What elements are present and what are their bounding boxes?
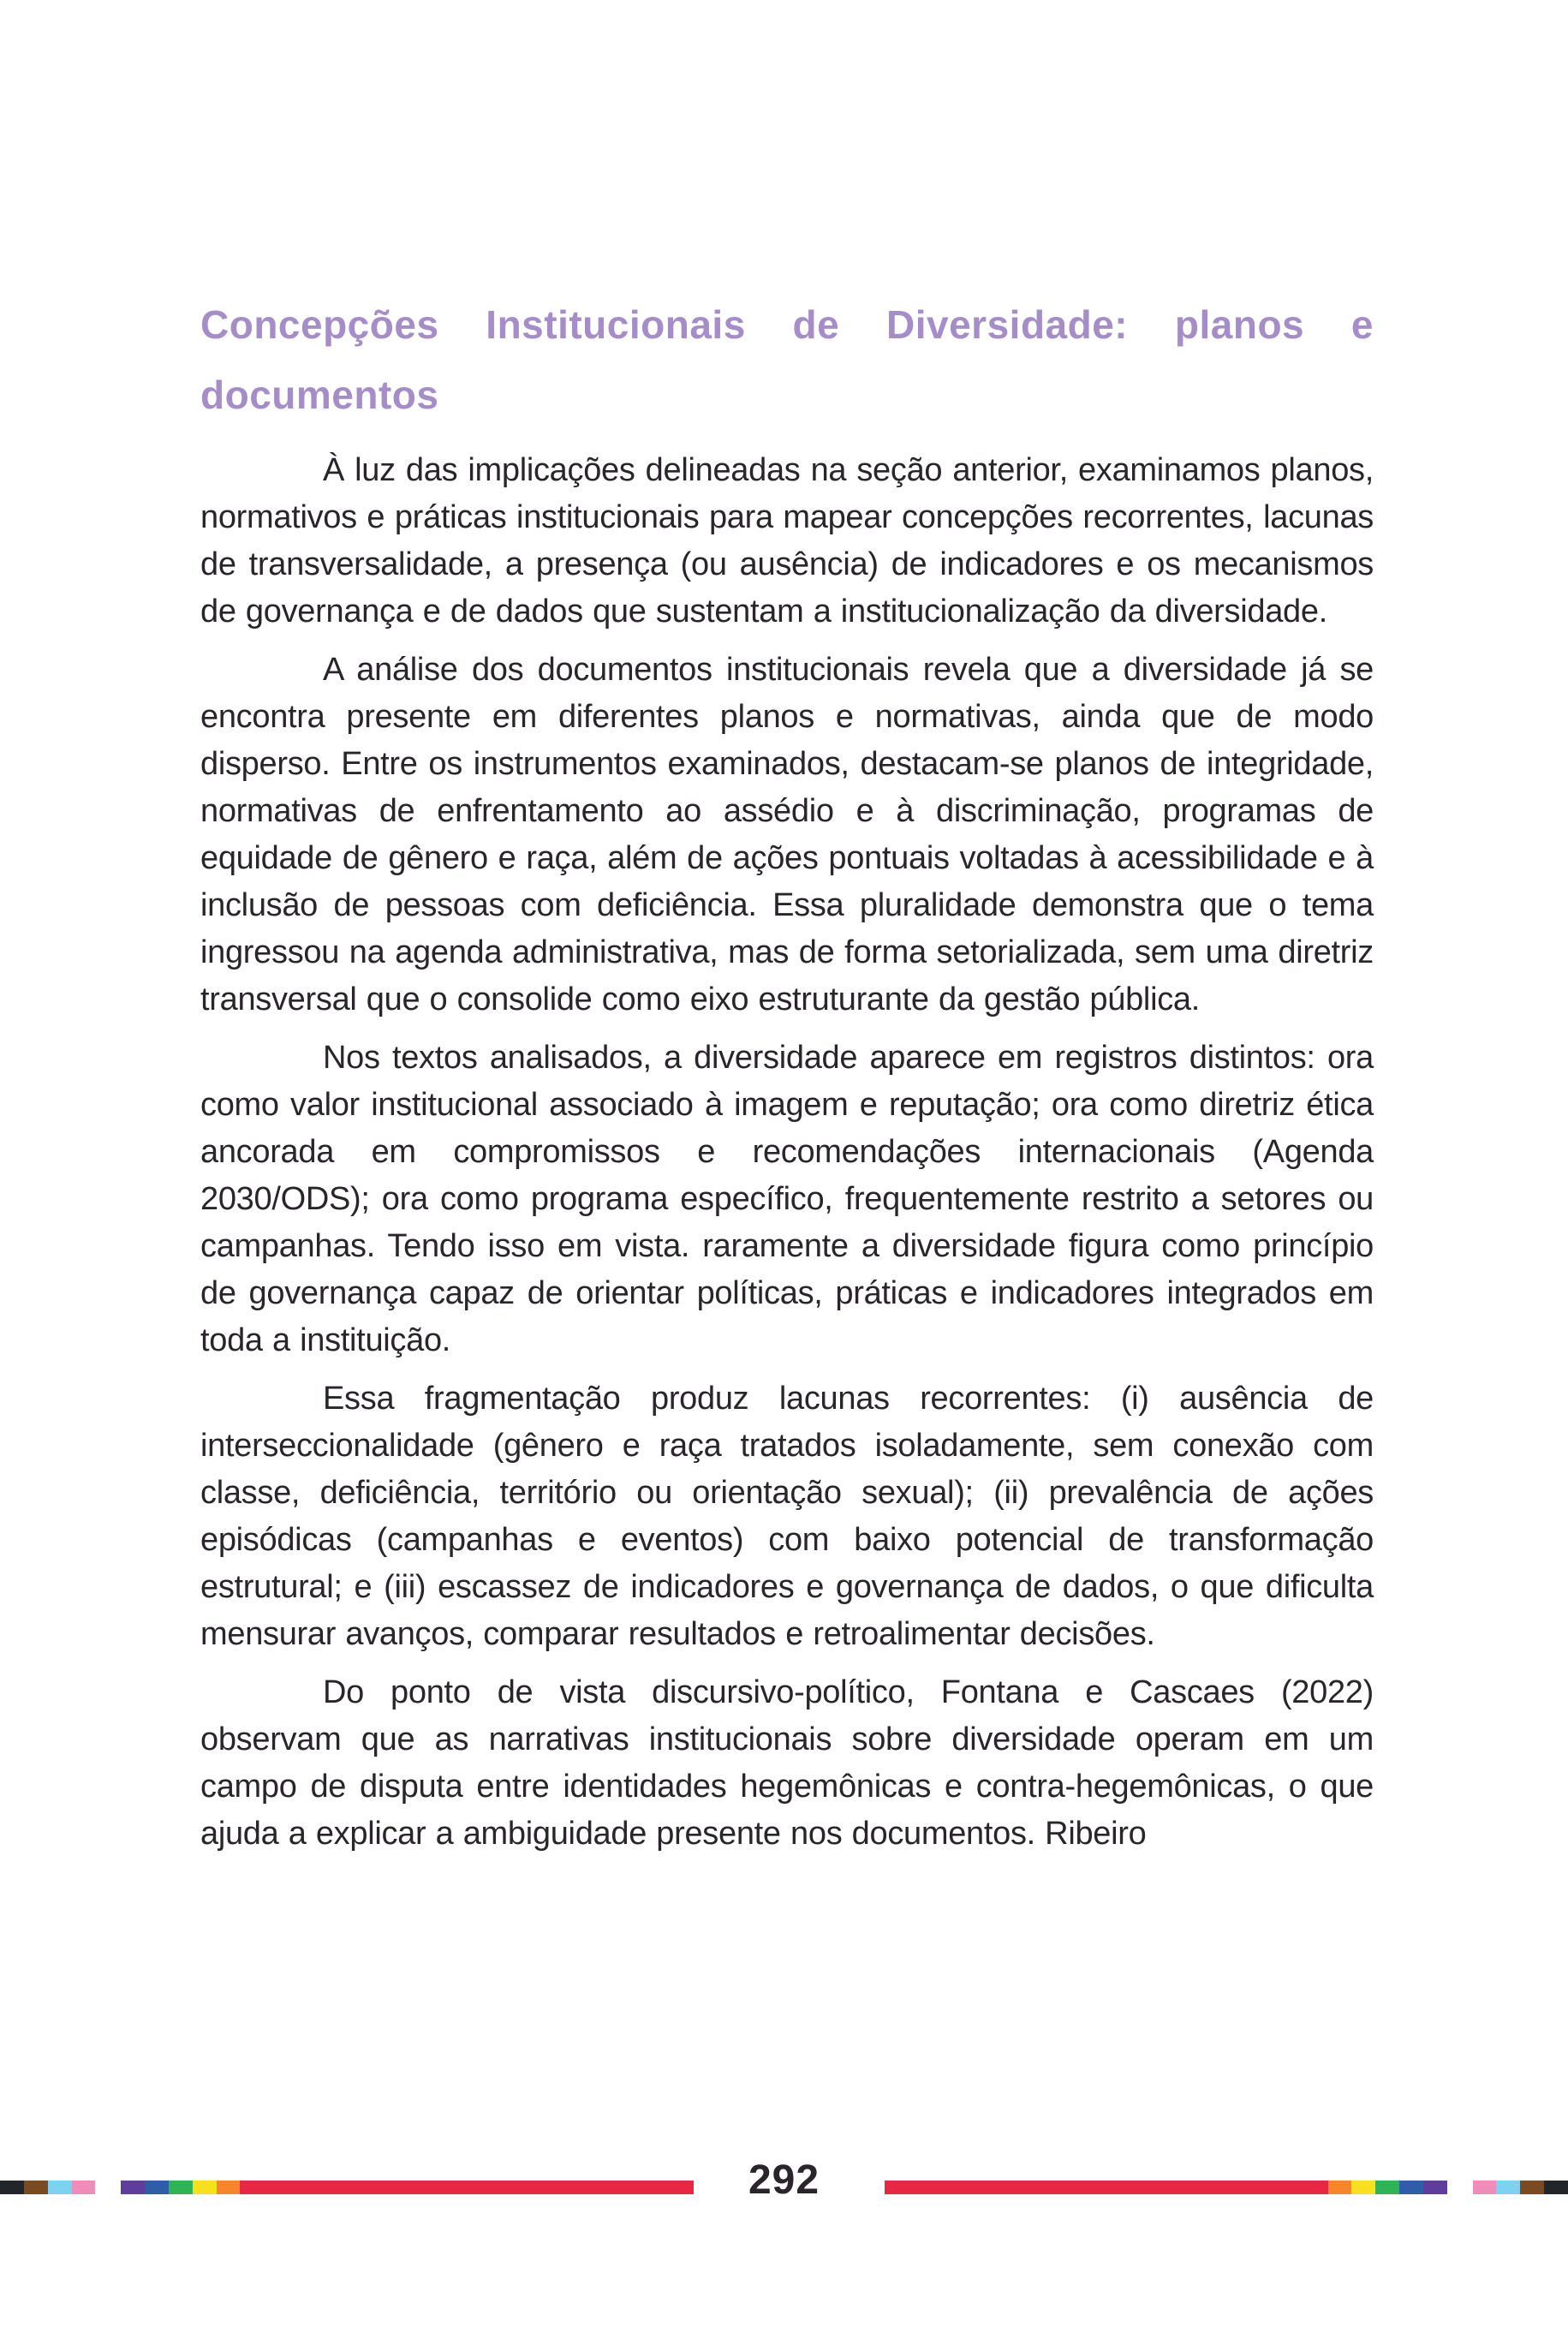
yellow-stripe-segment xyxy=(1351,2181,1375,2194)
light-blue-stripe-segment xyxy=(1496,2181,1520,2194)
blue-stripe-segment xyxy=(145,2181,169,2194)
paragraph-1: À luz das implicações delineadas na seção anterior, examinamos planos, normativos e práticas institucionais para mapear concepções recorrentes, lacunas de transversalidade, a presença (ou ausência) de indicadores e os mecanismos de governança e de dados que sustentam a institucionalização da diversidade. xyxy=(200,452,1374,629)
body-text xyxy=(200,447,1374,1858)
green-stripe-segment xyxy=(169,2181,193,2194)
blue-stripe-segment xyxy=(1399,2181,1423,2194)
light-blue-stripe-segment xyxy=(48,2181,72,2194)
white-gap-stripe-segment xyxy=(95,2181,121,2194)
text-column xyxy=(200,289,1374,1869)
section-heading-line1: Concepções Institucionais de Diversidade: planos e xyxy=(200,302,1374,347)
orange-stripe-segment xyxy=(217,2181,240,2194)
pink-stripe-segment xyxy=(1473,2181,1496,2194)
paragraph-2: A análise dos documentos institucionais revela que a diversidade já se encontra presente em diferentes planos e normativas, ainda que de modo disperso. Entre os instrumentos examinados, destacam-se planos de integridade, normativas de enfrentamento ao assédio e à discriminação, programas de equidade de gênero e raça, além de ações pontuais voltadas à acessibilidade e à inclusão de pessoas com deficiência. Essa pluralidade demonstra que o tema ingressou na agenda administrativa, mas de forma setorializada, sem uma diretriz transversal que o consolide como eixo estruturante da gestão pública. xyxy=(200,652,1374,1017)
black-stripe-segment xyxy=(1544,2181,1568,2194)
section-heading-line2: documentos xyxy=(200,373,439,417)
footer-stripe-left xyxy=(0,2181,694,2194)
page-number: 292 xyxy=(748,2157,820,2203)
orange-stripe-segment xyxy=(1328,2181,1351,2194)
brown-stripe-segment xyxy=(24,2181,48,2194)
black-stripe-segment xyxy=(0,2181,24,2194)
paragraph-4: Essa fragmentação produz lacunas recorrentes: (i) ausência de interseccionalidade (gênero e raça tratados isoladamente, sem conexão com classe, deficiência, território ou orientação sexual); (ii) prevalência de ações episódicas (campanhas e eventos) com baixo potencial de transformação estrutural; e (iii) escassez de indicadores e governança de dados, o que dificulta mensurar avanços, comparar resultados e retroalimentar decisões. xyxy=(200,1381,1374,1652)
white-gap-stripe-segment xyxy=(1447,2181,1473,2194)
purple-stripe-segment xyxy=(1423,2181,1447,2194)
footer-stripe-right xyxy=(885,2181,1568,2194)
red-stripe-segment xyxy=(885,2181,1328,2194)
paragraph-5: Do ponto de vista discursivo-político, Fontana e Cascaes (2022) observam que as narrativas institucionais sobre diversidade operam em um campo de disputa entre identidades hegemônicas e contra-hegemônicas, o que ajuda a explicar a ambiguidade presente nos documentos. Ribeiro xyxy=(200,1674,1374,1852)
green-stripe-segment xyxy=(1375,2181,1399,2194)
pink-stripe-segment xyxy=(72,2181,95,2194)
section-heading xyxy=(200,289,1374,430)
red-stripe-segment xyxy=(240,2181,694,2194)
purple-stripe-segment xyxy=(121,2181,145,2194)
yellow-stripe-segment xyxy=(193,2181,217,2194)
brown-stripe-segment xyxy=(1520,2181,1544,2194)
paragraph-3: Nos textos analisados, a diversidade aparece em registros distintos: ora como valor institucional associado à imagem e reputação; ora como diretriz ética ancorada em compromissos e recomendações internacionais (Agenda 2030/ODS); ora como programa específico, frequentemente restrito a setores ou campanhas. Tendo isso em vista. raramente a diversidade figura como princípio de governança capaz de orientar políticas, práticas e indicadores integrados em toda a instituição. xyxy=(200,1040,1374,1358)
